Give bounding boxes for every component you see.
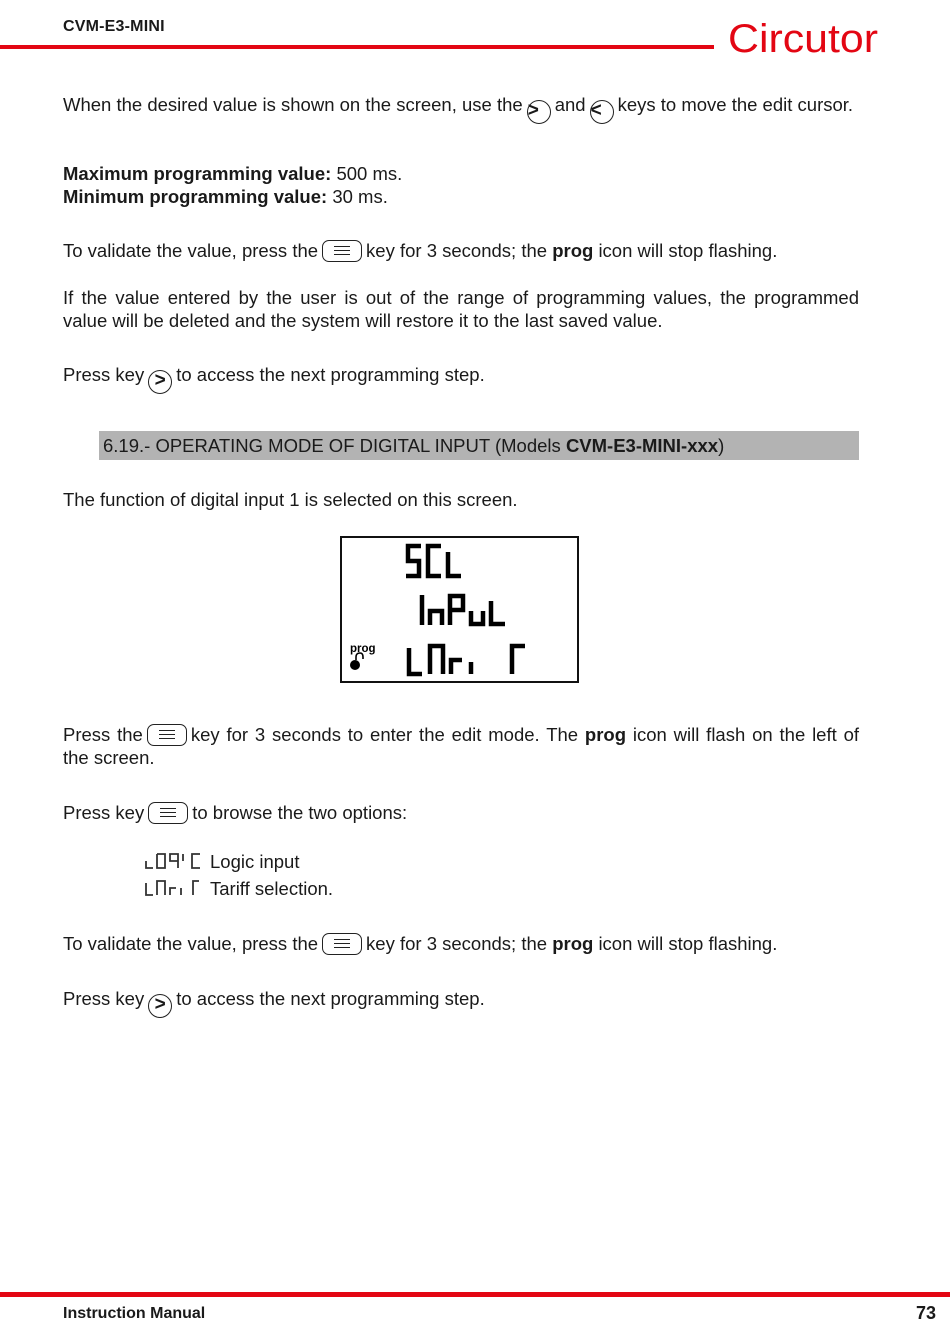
edit-cursor-paragraph [63,93,859,124]
text-segment: Press the [63,724,143,745]
lcd-prog-label: prog [350,643,376,655]
logo-wordmark: Circutor [728,17,878,61]
text-segment: icon will stop flashing. [598,240,778,261]
text-segment: key for 3 seconds to enter the edit mode. The [190,724,579,745]
option-logic [144,850,299,876]
text-segment: Press key [63,802,145,823]
min-value-line [63,185,859,208]
text-segment: keys to move the edit cursor. [617,94,854,115]
text-segment: key for 3 seconds; the [366,240,548,261]
text-segment: and [554,94,586,115]
next-step-paragraph-2 [63,987,859,1018]
text-segment: key for 3 seconds; the [366,933,548,954]
lcd-display [340,536,579,683]
option-code [144,851,210,876]
text-segment: To validate the value, press the [63,240,319,261]
lcd-code-tariff [144,878,206,898]
option-text: Logic input [210,851,300,872]
text-segment: Press key [63,988,145,1009]
max-value: 500 ms. [336,163,403,184]
min-label: Minimum programming value: [63,186,328,207]
option-code [144,878,210,903]
menu-key-icon [322,240,362,262]
section-title: 6.19.- OPERATING MODE OF DIGITAL INPUT (Models [103,435,561,456]
text-segment: to access the next programming step. [176,364,485,385]
text-segment: When the desired value is shown on the screen, use the [63,94,523,115]
left-arrow-key-icon: < [590,100,614,124]
min-value: 30 ms. [332,186,388,207]
validate-paragraph-2 [63,932,859,955]
menu-key-icon [147,724,187,746]
lcd-code-logic [144,851,206,871]
header-rule [0,45,714,49]
text-segment: To validate the value, press the [63,933,319,954]
max-value-line [63,162,859,185]
section-model: CVM-E3-MINI-xxx [565,435,719,456]
menu-key-icon [148,802,188,824]
circutor-logo [728,14,886,64]
menu-key-icon [322,933,362,955]
lcd-line-3 [409,646,525,674]
section-close: ) [718,435,725,456]
prog-word: prog [584,724,627,745]
footer-manual-label: Instruction Manual [63,1305,206,1322]
right-arrow-key-icon: > [148,370,172,394]
text-segment: icon will flash on the left of the screen. [63,724,860,768]
option-text: Tariff selection. [210,878,334,899]
validate-paragraph-1 [63,239,859,262]
option-tariff [144,877,333,903]
lcd-graphic [342,538,577,681]
lcd-line-2 [422,595,505,625]
next-step-paragraph-1 [63,363,859,394]
text-segment: to access the next programming step. [176,988,485,1009]
section-heading [99,431,859,460]
padlock-icon [350,653,363,670]
max-label: Maximum programming value: [63,163,332,184]
edit-mode-paragraph [63,723,859,769]
page-number: 73 [915,1303,936,1323]
document-title: CVM-E3-MINI [63,18,165,35]
prog-word: prog [552,240,594,261]
prog-word: prog [552,933,594,954]
browse-paragraph [63,801,859,824]
footer-rule [0,1292,950,1297]
right-arrow-key-icon: > [148,994,172,1018]
function-paragraph: The function of digital input 1 is selected on this screen. [63,489,518,510]
lcd-line-1 [406,546,461,576]
text-segment: to browse the two options: [192,802,408,823]
text-segment: Press key [63,364,145,385]
range-paragraph: If the value entered by the user is out of the range of programming values, the programmed value will be deleted and the system will restore it to the last saved value. [63,287,859,331]
text-segment: icon will stop flashing. [598,933,778,954]
right-arrow-key-icon: > [527,100,551,124]
